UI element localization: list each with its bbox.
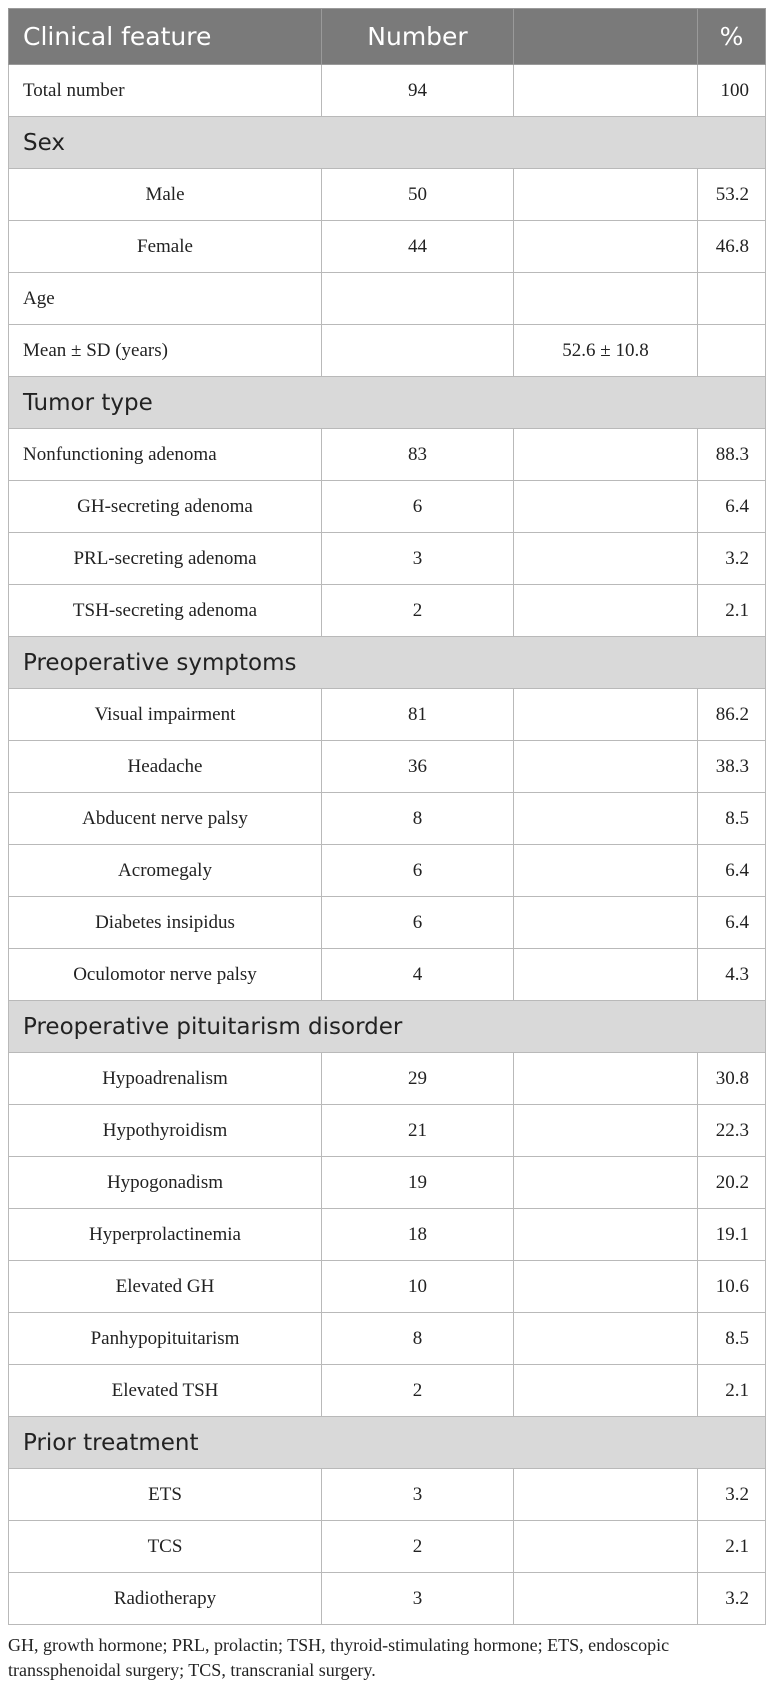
row-number: 2 <box>322 1365 514 1417</box>
row-label: Hyperprolactinemia <box>9 1209 322 1261</box>
row-label: Elevated TSH <box>9 1365 322 1417</box>
row-mean-sd <box>514 845 698 897</box>
table-row <box>9 481 766 533</box>
row-number: 2 <box>322 585 514 637</box>
row-number: 50 <box>322 169 514 221</box>
table-row <box>9 533 766 585</box>
table-row <box>9 1261 766 1313</box>
row-mean-sd <box>514 1365 698 1417</box>
table-row <box>9 585 766 637</box>
row-label: TCS <box>9 1521 322 1573</box>
row-label: Radiotherapy <box>9 1573 322 1625</box>
row-label: Visual impairment <box>9 689 322 741</box>
row-number: 94 <box>322 65 514 117</box>
row-label: Hypothyroidism <box>9 1105 322 1157</box>
row-label: GH-secreting adenoma <box>9 481 322 533</box>
row-mean-sd <box>514 1105 698 1157</box>
table-row <box>9 1209 766 1261</box>
row-label: Male <box>9 169 322 221</box>
row-label: Diabetes insipidus <box>9 897 322 949</box>
row-percent: 6.4 <box>698 481 766 533</box>
row-mean-sd <box>514 1313 698 1365</box>
row-mean-sd <box>514 273 698 325</box>
row-label: Panhypopituitarism <box>9 1313 322 1365</box>
row-percent: 3.2 <box>698 533 766 585</box>
row-mean-sd <box>514 221 698 273</box>
row-percent: 19.1 <box>698 1209 766 1261</box>
row-number: 29 <box>322 1053 514 1105</box>
row-percent: 2.1 <box>698 1521 766 1573</box>
row-number: 3 <box>322 1573 514 1625</box>
row-label: Female <box>9 221 322 273</box>
row-percent: 2.1 <box>698 1365 766 1417</box>
row-label: Acromegaly <box>9 845 322 897</box>
table-row <box>9 169 766 221</box>
section-header-row <box>9 117 766 169</box>
row-label: Total number <box>9 65 322 117</box>
row-percent: 53.2 <box>698 169 766 221</box>
row-percent: 20.2 <box>698 1157 766 1209</box>
row-label: PRL-secreting adenoma <box>9 533 322 585</box>
row-mean-sd <box>514 429 698 481</box>
header-blank <box>514 9 698 65</box>
table-header <box>9 9 766 65</box>
row-mean-sd <box>514 169 698 221</box>
row-percent: 2.1 <box>698 585 766 637</box>
table-row <box>9 325 766 377</box>
table-row <box>9 741 766 793</box>
section-title: Tumor type <box>9 377 766 429</box>
row-mean-sd <box>514 585 698 637</box>
table-body <box>9 65 766 1625</box>
table-row <box>9 1313 766 1365</box>
row-percent: 86.2 <box>698 689 766 741</box>
table-row <box>9 429 766 481</box>
table-row <box>9 1105 766 1157</box>
row-number: 8 <box>322 1313 514 1365</box>
row-number: 6 <box>322 897 514 949</box>
row-label: Age <box>9 273 322 325</box>
row-number: 8 <box>322 793 514 845</box>
section-title: Preoperative symptoms <box>9 637 766 689</box>
row-mean-sd <box>514 1157 698 1209</box>
row-mean-sd <box>514 65 698 117</box>
row-mean-sd <box>514 949 698 1001</box>
row-number: 6 <box>322 481 514 533</box>
row-label: Oculomotor nerve palsy <box>9 949 322 1001</box>
row-percent: 22.3 <box>698 1105 766 1157</box>
row-number: 21 <box>322 1105 514 1157</box>
table-row <box>9 689 766 741</box>
section-header-row <box>9 637 766 689</box>
row-label: Nonfunctioning adenoma <box>9 429 322 481</box>
row-percent: 38.3 <box>698 741 766 793</box>
table-row <box>9 1053 766 1105</box>
row-mean-sd <box>514 533 698 585</box>
header-number: Number <box>322 9 514 65</box>
section-title: Sex <box>9 117 766 169</box>
row-percent: 30.8 <box>698 1053 766 1105</box>
row-number: 4 <box>322 949 514 1001</box>
table-row <box>9 273 766 325</box>
row-percent: 6.4 <box>698 897 766 949</box>
row-percent: 100 <box>698 65 766 117</box>
header-percent: % <box>698 9 766 65</box>
row-label: Elevated GH <box>9 1261 322 1313</box>
section-header-row <box>9 1001 766 1053</box>
row-number: 19 <box>322 1157 514 1209</box>
row-mean-sd <box>514 1053 698 1105</box>
row-percent <box>698 273 766 325</box>
row-percent: 6.4 <box>698 845 766 897</box>
row-percent: 46.8 <box>698 221 766 273</box>
header-row <box>9 9 766 65</box>
header-clinical-feature: Clinical feature <box>9 9 322 65</box>
row-number: 81 <box>322 689 514 741</box>
row-percent: 10.6 <box>698 1261 766 1313</box>
table-row <box>9 897 766 949</box>
row-number <box>322 273 514 325</box>
row-mean-sd: 52.6 ± 10.8 <box>514 325 698 377</box>
table-row <box>9 845 766 897</box>
row-mean-sd <box>514 793 698 845</box>
row-mean-sd <box>514 1209 698 1261</box>
row-percent: 4.3 <box>698 949 766 1001</box>
row-percent: 3.2 <box>698 1573 766 1625</box>
row-label: Hypoadrenalism <box>9 1053 322 1105</box>
row-number: 44 <box>322 221 514 273</box>
row-number: 2 <box>322 1521 514 1573</box>
section-header-row <box>9 377 766 429</box>
section-title: Prior treatment <box>9 1417 766 1469</box>
row-percent: 8.5 <box>698 793 766 845</box>
row-percent <box>698 325 766 377</box>
clinical-features-table <box>8 8 766 1625</box>
row-mean-sd <box>514 897 698 949</box>
row-percent: 8.5 <box>698 1313 766 1365</box>
row-percent: 88.3 <box>698 429 766 481</box>
table-row <box>9 793 766 845</box>
table-row <box>9 1521 766 1573</box>
row-label: Abducent nerve palsy <box>9 793 322 845</box>
row-mean-sd <box>514 689 698 741</box>
row-mean-sd <box>514 481 698 533</box>
row-number: 18 <box>322 1209 514 1261</box>
table-row <box>9 1365 766 1417</box>
table-row <box>9 1469 766 1521</box>
row-mean-sd <box>514 1573 698 1625</box>
clinical-features-table-container <box>8 8 765 1683</box>
row-number: 3 <box>322 533 514 585</box>
row-mean-sd <box>514 1521 698 1573</box>
section-header-row <box>9 1417 766 1469</box>
table-footnote: GH, growth hormone; PRL, prolactin; TSH, thyroid-stimulating hormone; ETS, endoscopic transsphenoidal surgery; TCS, transcranial surgery. <box>8 1635 670 1680</box>
row-number: 3 <box>322 1469 514 1521</box>
row-number: 36 <box>322 741 514 793</box>
row-number: 6 <box>322 845 514 897</box>
row-mean-sd <box>514 1469 698 1521</box>
table-row <box>9 65 766 117</box>
row-mean-sd <box>514 741 698 793</box>
row-label: Mean ± SD (years) <box>9 325 322 377</box>
table-row <box>9 949 766 1001</box>
row-label: TSH-secreting adenoma <box>9 585 322 637</box>
row-percent: 3.2 <box>698 1469 766 1521</box>
row-mean-sd <box>514 1261 698 1313</box>
row-label: Hypogonadism <box>9 1157 322 1209</box>
row-number <box>322 325 514 377</box>
table-row <box>9 221 766 273</box>
row-label: Headache <box>9 741 322 793</box>
row-number: 10 <box>322 1261 514 1313</box>
row-label: ETS <box>9 1469 322 1521</box>
row-number: 83 <box>322 429 514 481</box>
table-row <box>9 1573 766 1625</box>
section-title: Preoperative pituitarism disorder <box>9 1001 766 1053</box>
table-row <box>9 1157 766 1209</box>
